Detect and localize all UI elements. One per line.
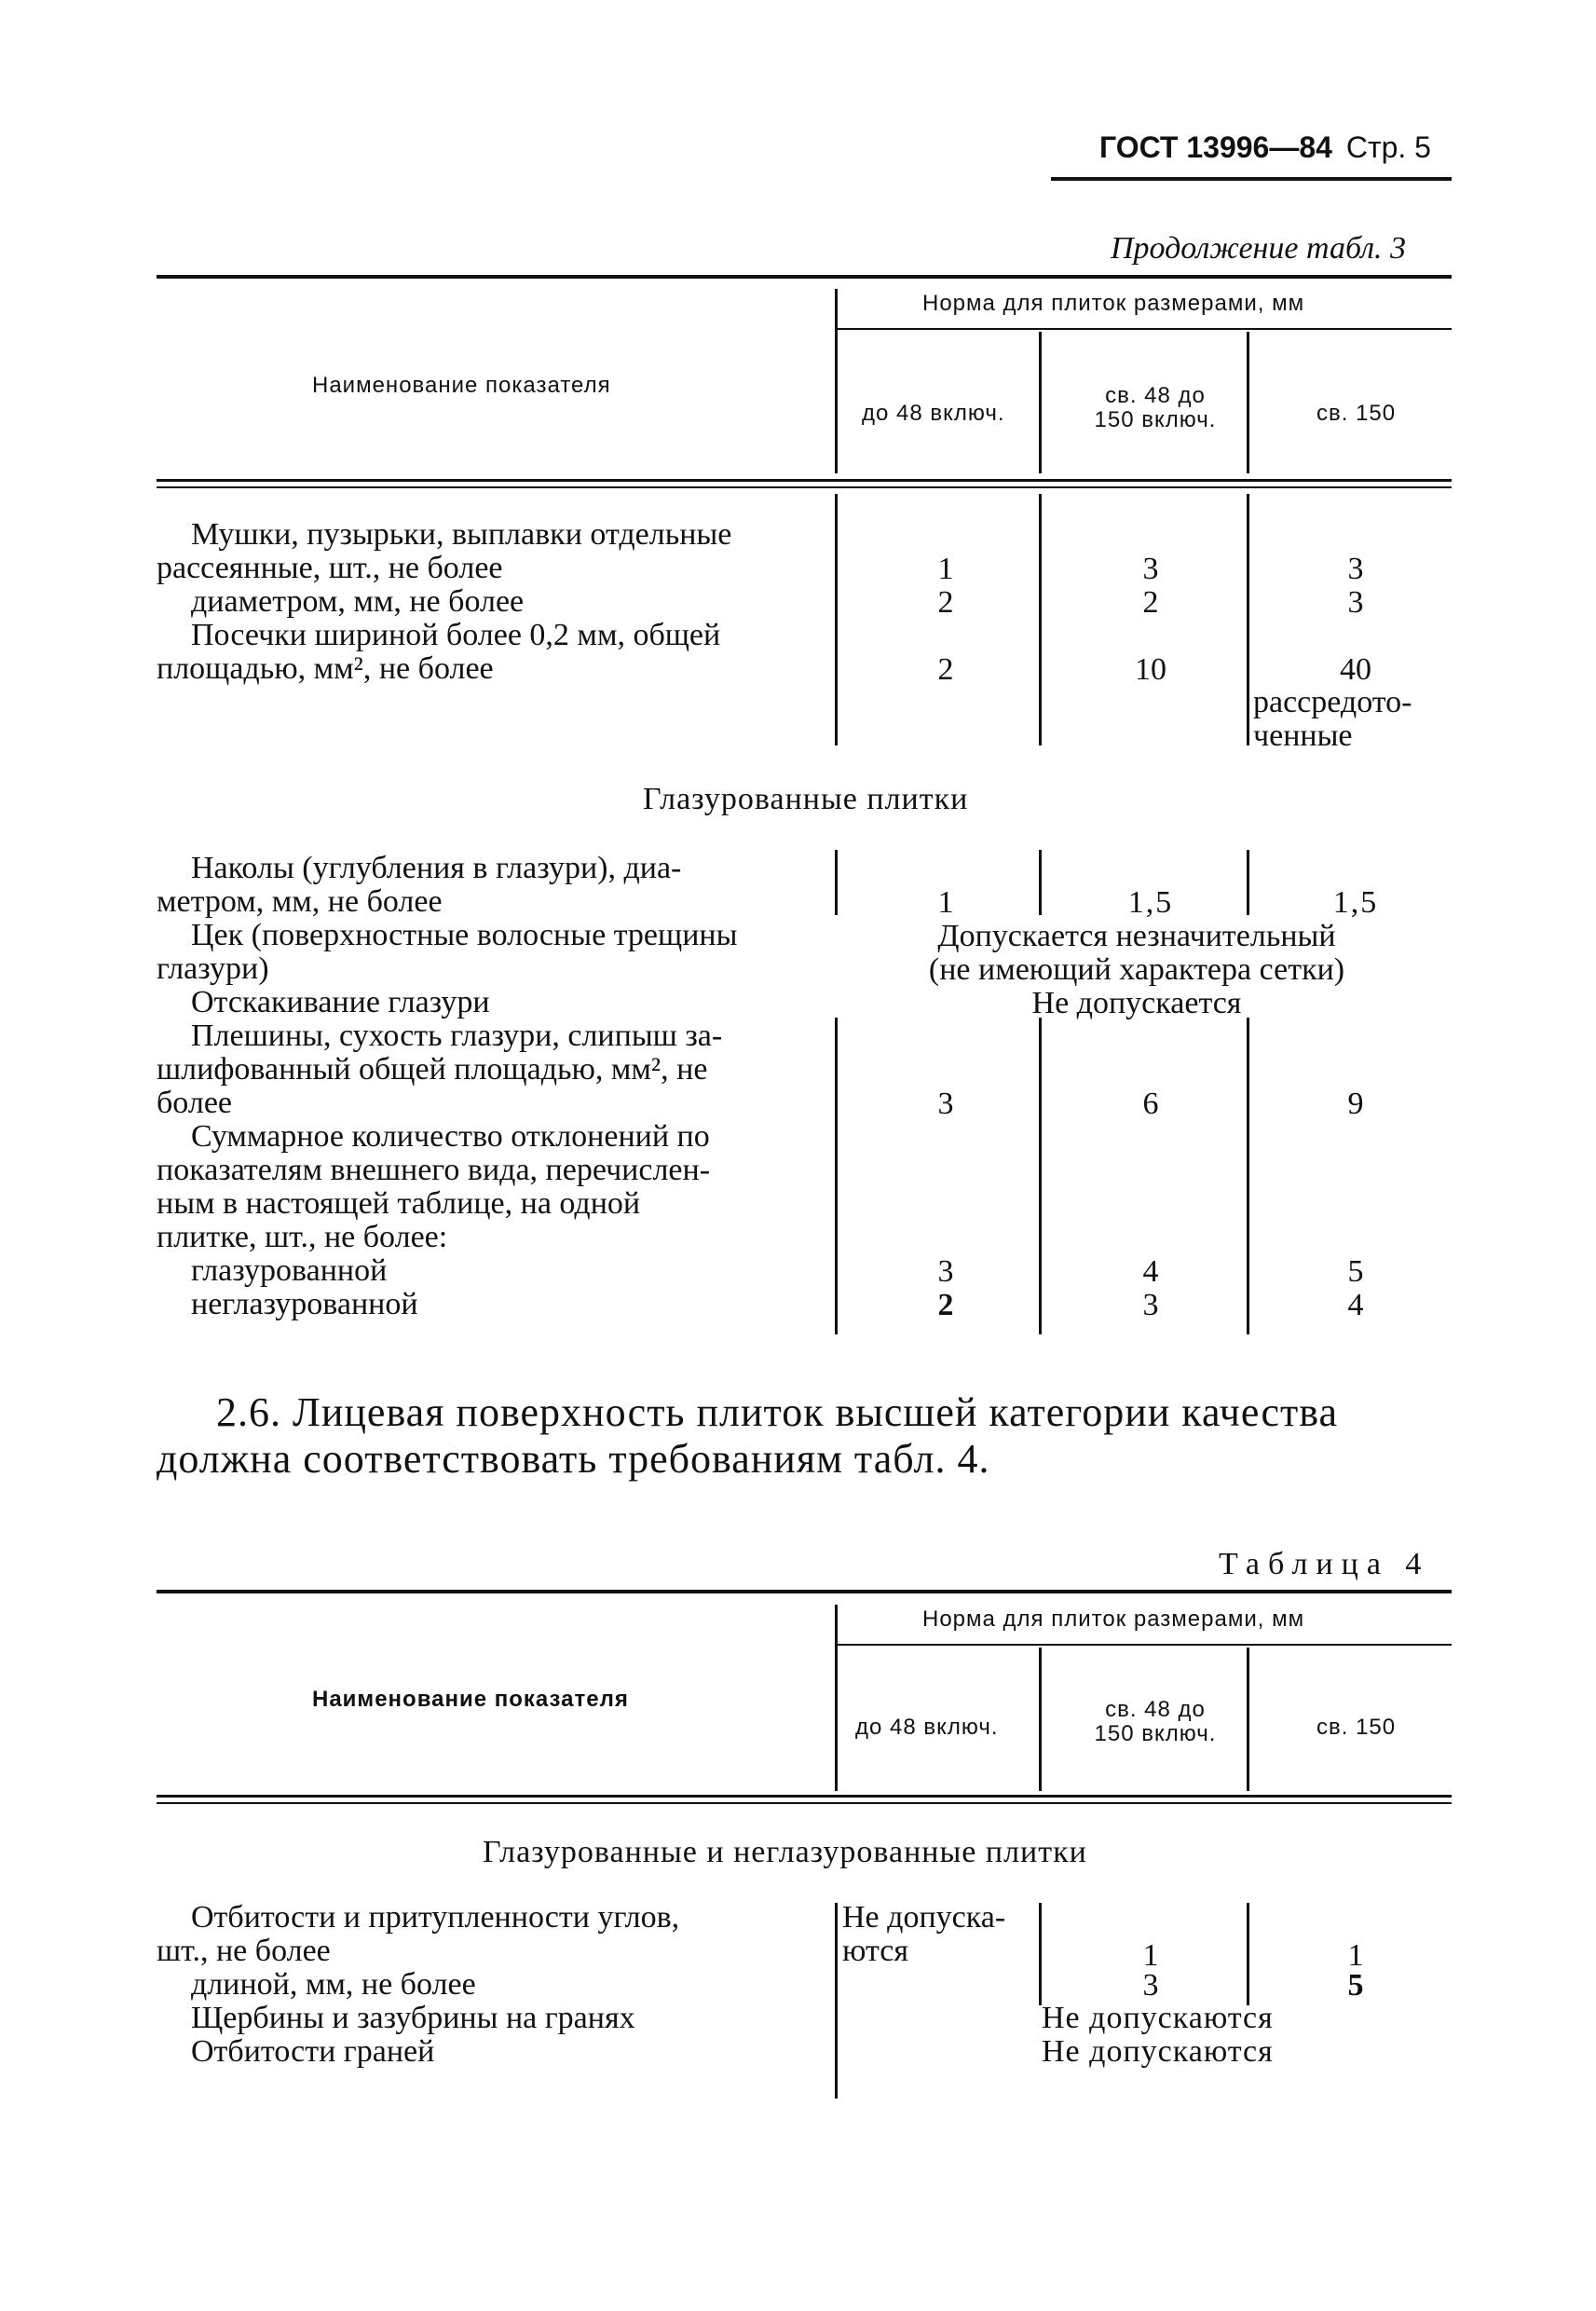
cell-tsek-merged-1: Допускается незначительный <box>937 919 1336 953</box>
cell-r1-c2: 3 <box>1142 552 1159 586</box>
table3-col-2 <box>1053 384 1258 432</box>
cell-tsek-merged-2: (не имеющий характера сетки) <box>928 952 1345 987</box>
table4-col-2-line1: св. 48 до <box>1105 1697 1206 1722</box>
table4-vline-a <box>835 1605 838 1791</box>
row-summarnoe-2: показателям внешнего вида, перечислен- <box>157 1153 711 1187</box>
table4-body-vline-a <box>835 1903 838 2099</box>
table4-name-header: Наименование показателя <box>312 1687 629 1712</box>
table3-header-rule-1 <box>157 479 1452 482</box>
t4-row-shcherbiny: Щербины и зазубрины на гранях <box>191 2001 635 2035</box>
table3-vline-b <box>1039 332 1042 473</box>
cell-r1-c3: 3 <box>1347 552 1364 586</box>
row-mushki-2: рассеянные, шт., не более <box>157 551 503 585</box>
page-number: Стр. 5 <box>1345 130 1431 164</box>
t4-cell-r2-c3: 5 <box>1347 1968 1364 2003</box>
cell-glazed-c2: 4 <box>1142 1254 1159 1289</box>
row-nakoly-1: Наколы (углубления в глазури), диа- <box>191 851 682 885</box>
table4-body-vline-b <box>1039 1903 1042 2005</box>
cell-glazed-c1: 3 <box>937 1254 954 1289</box>
table3-col-2-line1: св. 48 до <box>1105 383 1206 408</box>
cell-r4-c3-extra-2: ченные <box>1253 718 1353 753</box>
table3-vline-c <box>1247 332 1249 473</box>
row-posechki-2: площадью, мм², не более <box>157 651 494 686</box>
cell-r4-c3-extra-1: рассредото- <box>1253 685 1412 719</box>
t4-cell-r1-c1-line1: Не допуска- <box>842 1900 1006 1935</box>
cell-r4-c2: 10 <box>1135 652 1166 687</box>
glazed-vline-c-2 <box>1247 1018 1249 1334</box>
row-tsek-1: Цек (поверхностные волосные трещины <box>191 918 738 952</box>
header-rule <box>1051 177 1452 181</box>
cell-r1-c1: 1 <box>937 552 954 586</box>
table3-norm-rule <box>837 328 1452 330</box>
table3-col-2-line2: 150 включ. <box>1094 407 1217 432</box>
table4-norm-header: Норма для плиток размерами, мм <box>922 1607 1305 1632</box>
row-mushki-1: Мушки, пузырьки, выплавки отдельные <box>191 517 732 552</box>
t4-cell-r1-c2: 1 <box>1142 1938 1159 1973</box>
row-summarnoe-3: ным в настоящей таблице, на одной <box>157 1186 641 1221</box>
table4-body-vline-c <box>1247 1903 1249 2005</box>
row-diameter: диаметром, мм, не более <box>191 584 525 619</box>
t4-cell-r4-merged: Не допускаются <box>1042 2034 1274 2069</box>
cell-otskakivanie-merged: Не допускается <box>1031 986 1242 1020</box>
row-tsek-2: глазури) <box>157 951 269 986</box>
cell-pleshiny-c1: 3 <box>937 1087 954 1121</box>
glazed-vline-b-2 <box>1039 1018 1042 1334</box>
table4-caption: Таблица 4 <box>1219 1547 1430 1581</box>
paragraph-2-6-line1: 2.6. Лицевая поверхность плиток высшей категории качества <box>216 1389 1339 1435</box>
t4-row-dlinoy: длиной, мм, не более <box>191 1967 476 2002</box>
table4-vline-c <box>1247 1648 1249 1791</box>
cell-unglazed-c3: 4 <box>1347 1288 1364 1322</box>
glazed-vline-a-2 <box>835 1018 838 1334</box>
cell-r2-c1: 2 <box>937 585 954 620</box>
cell-unglazed-c1: 2 <box>937 1288 954 1322</box>
row-pleshiny-3: более <box>157 1086 232 1120</box>
row-pleshiny-2: шлифованный общей площадью, мм², не <box>157 1052 708 1087</box>
cell-unglazed-c2: 3 <box>1142 1288 1159 1322</box>
row-otskakivanie: Отскакивание глазури <box>191 985 490 1019</box>
glazed-vline-b-1 <box>1039 850 1042 915</box>
t4-cell-r3-merged: Не допускаются <box>1042 2001 1274 2035</box>
table4-top-rule <box>157 1590 1452 1593</box>
table4-col-2 <box>1053 1698 1258 1746</box>
cell-r2-c2: 2 <box>1142 585 1159 620</box>
cell-pleshiny-c2: 6 <box>1142 1087 1159 1121</box>
section-glazed: Глазурованные плитки <box>643 782 969 816</box>
t4-row-otbitosti-graney: Отбитости граней <box>191 2034 435 2069</box>
cell-nakoly-c2: 1,5 <box>1127 885 1174 920</box>
row-pleshiny-1: Плешины, сухость глазури, слипыш за- <box>191 1019 723 1053</box>
table3-body-vline-c <box>1247 494 1249 745</box>
cell-pleshiny-c3: 9 <box>1347 1087 1364 1121</box>
row-summarnoe-4: плитке, шт., не более: <box>157 1220 448 1254</box>
table4-norm-rule <box>837 1644 1452 1646</box>
t4-cell-r2-c2: 3 <box>1142 1968 1159 2003</box>
row-posechki-1: Посечки шириной более 0,2 мм, общей <box>191 618 721 652</box>
table4-section: Глазурованные и неглазурованные плитки <box>483 1835 1087 1869</box>
table4-col-2-line2: 150 включ. <box>1094 1721 1217 1746</box>
table3-body-vline-b <box>1039 494 1042 745</box>
row-glazed-tile: глазурованной <box>191 1253 388 1288</box>
cell-nakoly-c1: 1 <box>937 885 954 920</box>
document-header <box>1099 130 1431 165</box>
t4-row-otbitosti-uglov-1: Отбитости и притупленности углов, <box>191 1900 680 1935</box>
cell-r2-c3: 3 <box>1347 585 1364 620</box>
row-unglazed-tile: неглазурованной <box>191 1287 418 1321</box>
table4-col-1: до 48 включ. <box>855 1715 999 1740</box>
glazed-vline-c-1 <box>1247 850 1249 915</box>
cell-glazed-c3: 5 <box>1347 1254 1364 1289</box>
t4-cell-r1-c1-line2: ются <box>842 1934 908 1968</box>
table4-header-rule-2 <box>157 1802 1452 1804</box>
cell-r4-c1: 2 <box>937 652 954 687</box>
table3-body-vline-a <box>835 494 838 745</box>
gost-number: ГОСТ 13996—84 <box>1099 130 1332 164</box>
table3-norm-header: Норма для плиток размерами, мм <box>922 291 1305 316</box>
t4-cell-r1-c3: 1 <box>1347 1938 1364 1973</box>
t4-row-otbitosti-uglov-2: шт., не более <box>157 1934 331 1968</box>
table3-name-header: Наименование показателя <box>312 373 611 398</box>
cell-r4-c3: 40 <box>1340 652 1371 687</box>
table3-header-rule-2 <box>157 486 1452 488</box>
paragraph-2-6-line2: должна соответствовать требованиям табл. 4. <box>157 1436 990 1482</box>
table3-col-3: св. 150 <box>1316 401 1397 426</box>
table3-caption: Продолжение табл. 3 <box>1111 231 1407 266</box>
table3-col-1: до 48 включ. <box>862 401 1005 426</box>
cell-nakoly-c3: 1,5 <box>1332 885 1379 920</box>
table4-col-3: св. 150 <box>1316 1715 1397 1740</box>
table4-vline-b <box>1039 1648 1042 1791</box>
table4-header-rule-1 <box>157 1795 1452 1798</box>
row-nakoly-2: метром, мм, не более <box>157 884 443 919</box>
table3-top-rule <box>157 275 1452 279</box>
glazed-vline-a-1 <box>835 850 838 915</box>
table3-vline-a <box>835 289 838 473</box>
row-summarnoe-1: Суммарное количество отклонений по <box>191 1119 710 1154</box>
